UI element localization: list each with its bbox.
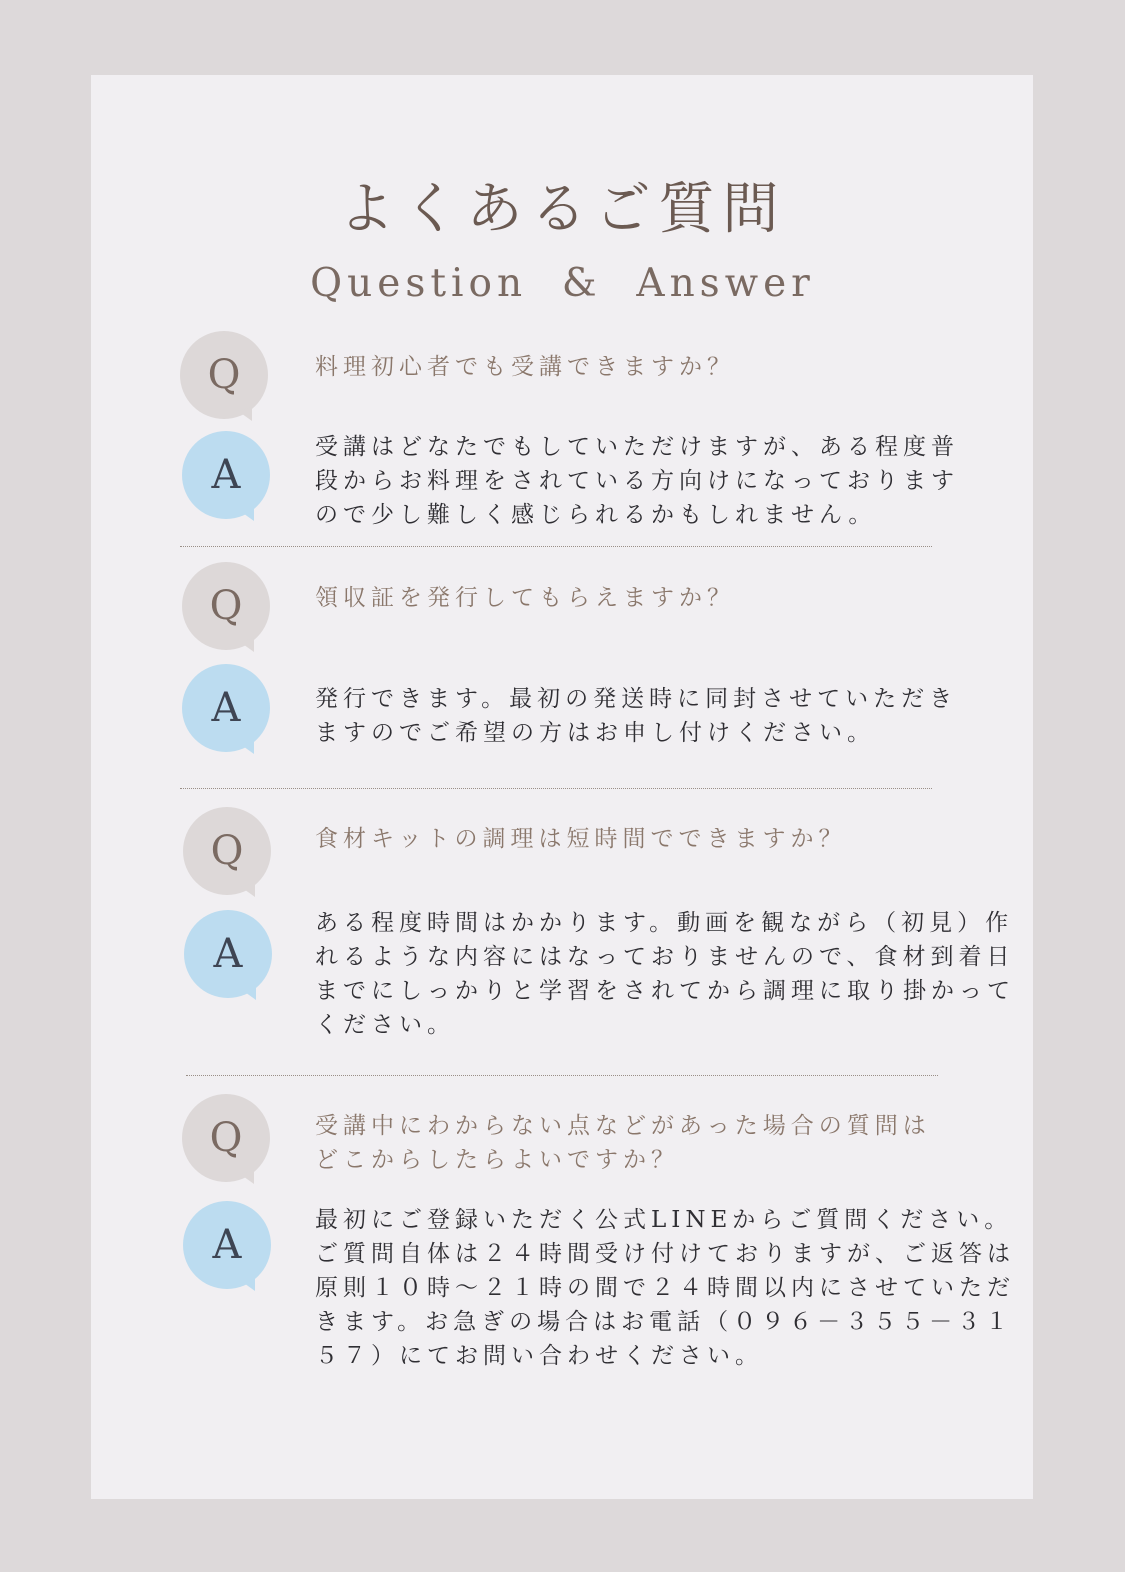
faq-answer-4: 最初にご登録いただく公式LINEからご質問ください。 ご質問自体は２４時間受け付けておりますが、ご返答は 原則１０時～２１時の間で２４時間以内にさせていただ きます。お急ぎの場合はお電話（０９６－３５５－３１ ５７）にてお問い合わせください。 [315, 1207, 1015, 1369]
faq-question-1: 料理初心者でも受講できますか？ [315, 354, 735, 380]
question-bubble-icon [183, 807, 271, 895]
question-bubble-icon [180, 331, 268, 419]
faq-question-4: 受講中にわからない点などがあった場合の質問は どこからしたらよいですか？ [315, 1113, 931, 1173]
faq-answer-2: 発行できます。最初の発送時に同封させていただき ますのでご希望の方はお申し付けください。 [315, 686, 958, 746]
answer-bubble-icon [183, 1201, 271, 1289]
answer-label: A [211, 452, 241, 498]
answer-label: A [213, 931, 243, 977]
faq-divider [186, 1075, 938, 1076]
answer-bubble-icon [182, 431, 270, 519]
page-title: よくあるご質問 [338, 177, 787, 242]
faq-answer-1: 受講はどなたでもしていただけますが、ある程度普 段からお料理をされている方向けになっております ので少し難しく感じられるかもしれません。 [315, 434, 959, 528]
faq-question-2: 領収証を発行してもらえますか？ [315, 585, 735, 611]
faq-divider [180, 788, 932, 789]
question-bubble-icon [182, 1094, 270, 1182]
faq-answer-3: ある程度時間はかかります。動画を観ながら（初見）作 れるような内容にはなっておりませんので、食材到着日 までにしっかりと学習をされてから調理に取り掛かって ください。 [315, 910, 1015, 1038]
question-label: Q [209, 1115, 243, 1161]
answer-label: A [211, 685, 241, 731]
faq-divider [180, 546, 932, 547]
question-label: Q [209, 583, 243, 629]
question-label: Q [207, 352, 241, 398]
question-label: Q [210, 828, 244, 874]
page-subtitle: Question & Answer [310, 261, 815, 306]
faq-question-3: 食材キットの調理は短時間でできますか？ [315, 826, 847, 852]
answer-bubble-icon [182, 664, 270, 752]
question-bubble-icon [182, 562, 270, 650]
answer-bubble-icon [184, 910, 272, 998]
answer-label: A [212, 1222, 242, 1268]
